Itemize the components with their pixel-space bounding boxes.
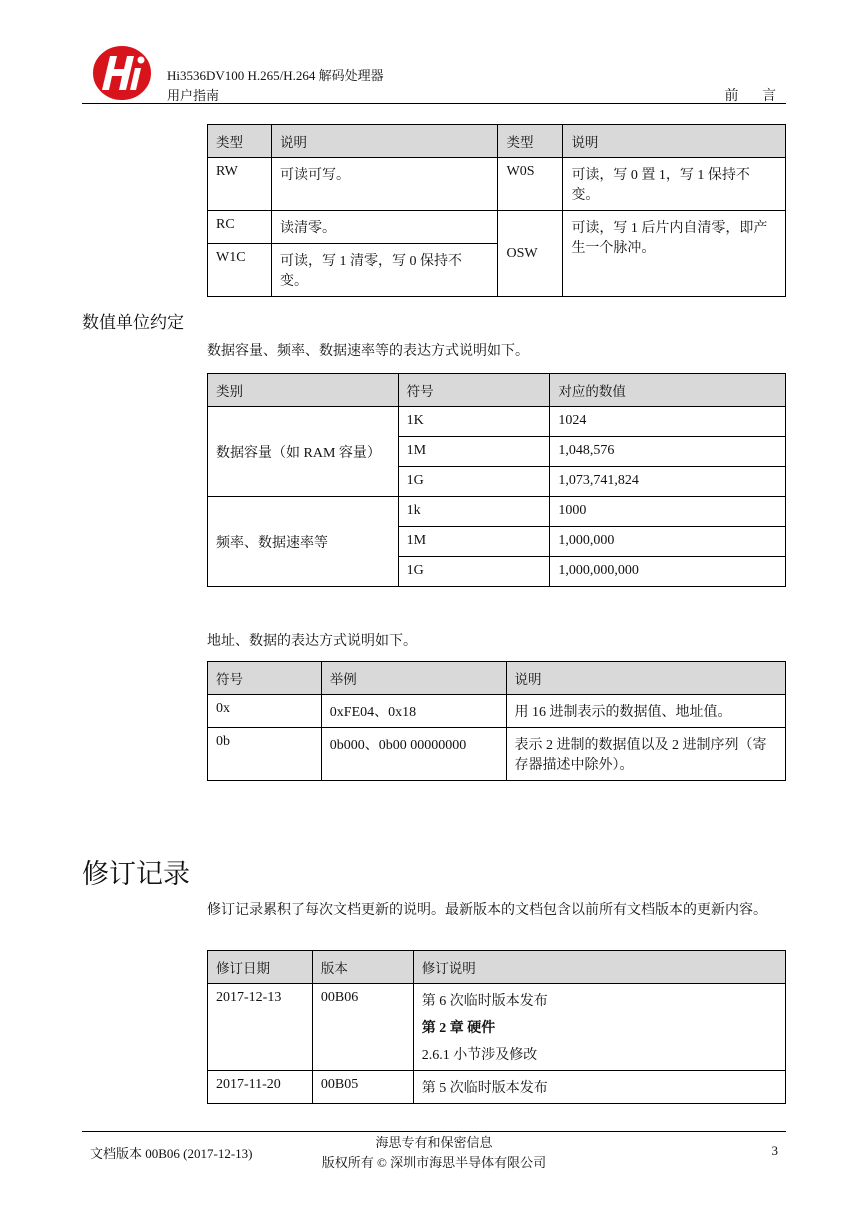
category-cell: 数据容量（如 RAM 容量）: [208, 407, 399, 497]
page-number: 3: [771, 1143, 778, 1158]
addr-intro: 地址、数据的表达方式说明如下。: [207, 634, 417, 649]
header-doc-type: 用户指南: [167, 88, 220, 103]
table-cell: 00B06: [312, 984, 413, 1071]
col-header-date: 修订日期: [208, 951, 313, 984]
table-cell: 0x: [208, 695, 322, 728]
table-cell: 可读，写 1 清零，写 0 保持不变。: [271, 244, 498, 297]
col-header-type: 类型: [498, 125, 563, 158]
table-cell: 表示 2 进制的数据值以及 2 进制序列（寄存器描述中除外）。: [506, 728, 785, 781]
category-cell: 频率、数据速率等: [208, 497, 399, 587]
units-section-title: 数值单位约定: [82, 313, 184, 333]
revision-section-title: 修订记录: [82, 859, 190, 890]
col-header-category: 类别: [208, 374, 399, 407]
table-cell: 1024: [550, 407, 786, 437]
col-header-type: 类型: [208, 125, 272, 158]
col-header-example: 举例: [321, 662, 506, 695]
table-cell: 0b000、0b00 00000000: [321, 728, 506, 781]
col-header-desc: 说明: [563, 125, 786, 158]
revision-table: [207, 950, 786, 1104]
header-product: Hi3536DV100 H.265/H.264 解码处理器: [167, 68, 384, 83]
footer-confidential: 海思专有和保密信息: [375, 1135, 493, 1150]
table-cell: 1,000,000,000: [550, 557, 786, 587]
revision-subsection: 2.6.1 小节涉及修改: [421, 1048, 538, 1063]
table-cell: RC: [208, 211, 272, 244]
address-notation-table: [207, 661, 786, 781]
footer-copyright: 版权所有 © 深圳市海思半导体有限公司: [321, 1155, 547, 1170]
table-cell: 1G: [398, 467, 550, 497]
col-header-value: 对应的数值: [550, 374, 786, 407]
col-header-desc: 说明: [506, 662, 785, 695]
table-cell: 第 5 次临时版本发布: [413, 1071, 785, 1104]
table-cell: 1,073,741,824: [550, 467, 786, 497]
table-cell: OSW: [498, 211, 563, 297]
col-header-symbol: 符号: [208, 662, 322, 695]
table-cell: 2017-12-13: [208, 984, 313, 1071]
header-divider: [82, 103, 786, 104]
table-cell: 1M: [398, 437, 550, 467]
table-cell: 1k: [398, 497, 550, 527]
revision-desc: 第 6 次临时版本发布: [421, 994, 548, 1009]
table-cell: 可读可写。: [271, 158, 498, 211]
revision-desc-cell: [413, 984, 785, 1071]
table-cell: 1,048,576: [550, 437, 786, 467]
revision-chapter: 第 2 章 硬件: [421, 1021, 496, 1036]
col-header-version: 版本: [312, 951, 413, 984]
register-type-table: [207, 124, 786, 297]
table-cell: 1G: [398, 557, 550, 587]
col-header-symbol: 符号: [398, 374, 550, 407]
table-cell: 0xFE04、0x18: [321, 695, 506, 728]
table-cell: 0b: [208, 728, 322, 781]
table-cell: 用 16 进制表示的数据值、地址值。: [506, 695, 785, 728]
table-cell: 00B05: [312, 1071, 413, 1104]
revision-intro: 修订记录累积了每次文档更新的说明。最新版本的文档包含以前所有文档版本的更新内容。: [207, 903, 767, 918]
table-cell: 1M: [398, 527, 550, 557]
table-cell: 可读，写 0 置 1，写 1 保持不变。: [563, 158, 786, 211]
table-cell: 1000: [550, 497, 786, 527]
footer-doc-version: 文档版本 00B06 (2017-12-13): [90, 1146, 253, 1161]
table-cell: 可读，写 1 后片内自清零，即产生一个脉冲。: [563, 211, 786, 297]
col-header-desc: 说明: [271, 125, 498, 158]
table-cell: W1C: [208, 244, 272, 297]
table-cell: 读清零。: [271, 211, 498, 244]
hisilicon-logo: [88, 42, 156, 104]
table-cell: W0S: [498, 158, 563, 211]
units-intro: 数据容量、频率、数据速率等的表达方式说明如下。: [207, 344, 529, 359]
table-cell: 2017-11-20: [208, 1071, 313, 1104]
col-header-revision-desc: 修订说明: [413, 951, 785, 984]
units-table: [207, 373, 786, 587]
header-section: 前 言: [724, 89, 786, 104]
table-cell: RW: [208, 158, 272, 211]
table-cell: 1K: [398, 407, 550, 437]
table-cell: 1,000,000: [550, 527, 786, 557]
